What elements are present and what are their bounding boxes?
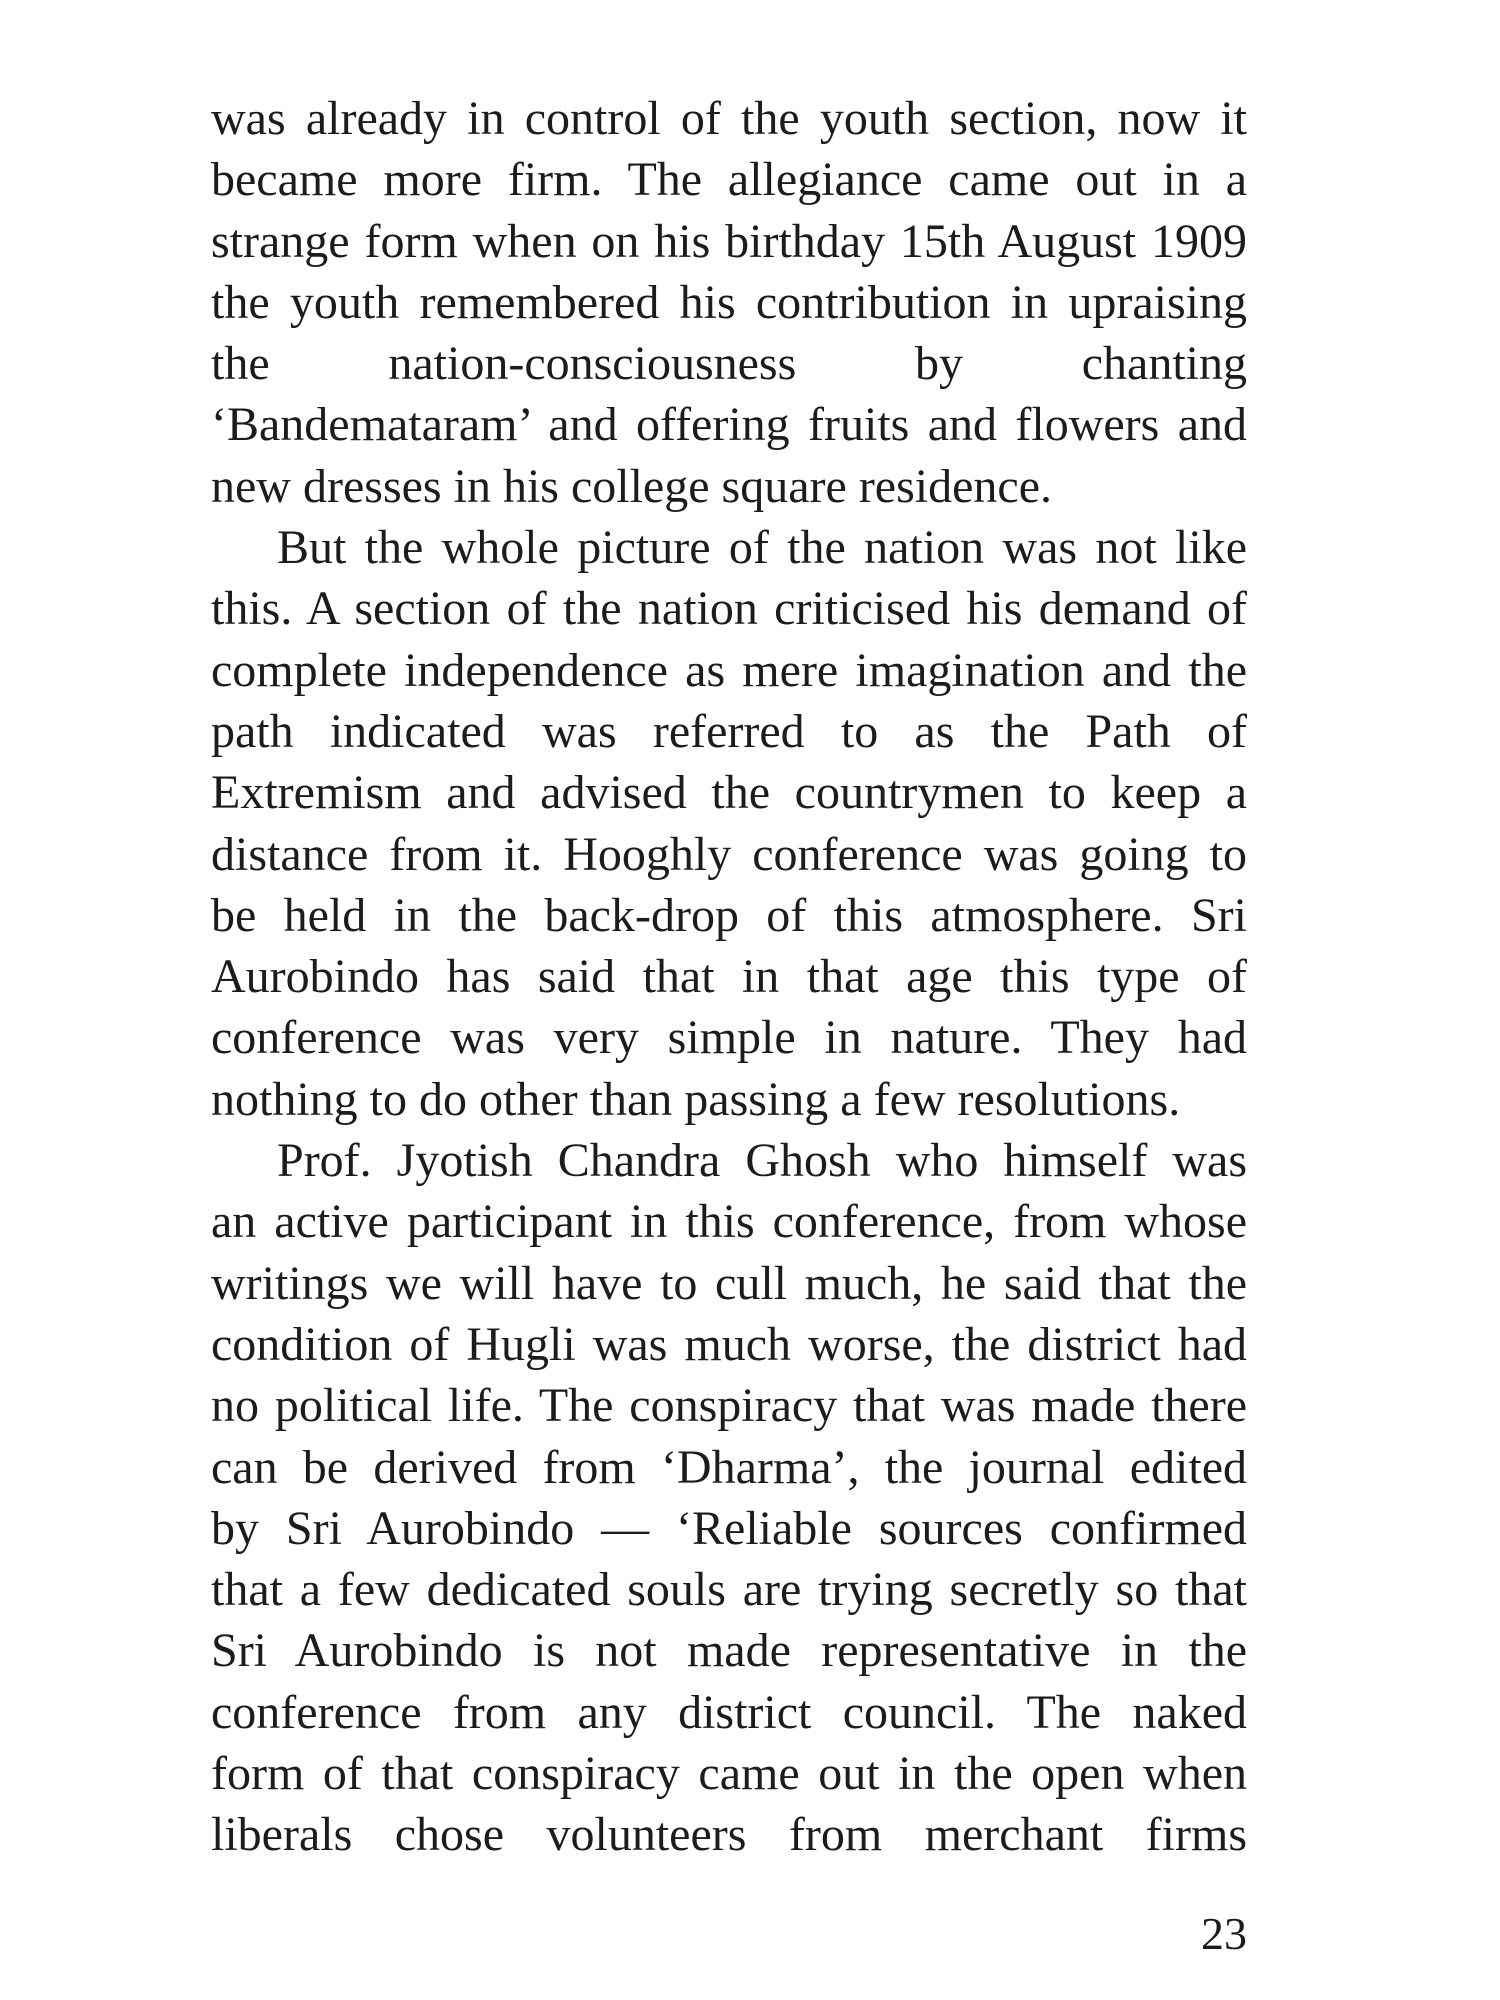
- text-line: form of that conspiracy came out in the open when: [211, 1747, 1247, 1801]
- text-line: But the whole picture of the nation was not like: [277, 521, 1247, 575]
- paragraph-3: [211, 1130, 1247, 1866]
- text-line: path indicated was referred to as the Path of: [211, 704, 1247, 758]
- text-line: new dresses in his college square residence.: [211, 459, 1053, 513]
- text-line: conference from any district council. The naked: [211, 1685, 1247, 1739]
- paragraph-1: [211, 88, 1247, 517]
- text-line: by Sri Aurobindo — ‘Reliable sources confirmed: [211, 1501, 1247, 1555]
- text-line: distance from it. Hooghly conference was going to: [211, 827, 1247, 881]
- text-line: strange form when on his birthday 15th August 1909: [211, 214, 1247, 268]
- text-line: complete independence as mere imagination and the: [211, 643, 1247, 697]
- text-line: no political life. The conspiracy that was made there: [211, 1379, 1247, 1433]
- page-body: [211, 88, 1247, 1866]
- text-line: an active participant in this conference, from whose: [211, 1195, 1247, 1249]
- text-line: liberals chose volunteers from merchant firms: [211, 1808, 1247, 1862]
- page-number: 23: [1201, 1908, 1247, 1959]
- text-line: this. A section of the nation criticised his demand of: [211, 582, 1247, 636]
- text-line: writings we will have to cull much, he said that the: [211, 1256, 1247, 1310]
- text-line: was already in control of the youth section, now it: [211, 92, 1247, 145]
- paragraph-2: [211, 517, 1247, 1130]
- text-line: Aurobindo has said that in that age this type of: [211, 950, 1247, 1004]
- text-line: became more firm. The allegiance came out in a: [211, 153, 1247, 207]
- text-line: the nation-consciousness by chanting: [211, 337, 1247, 391]
- text-line: be held in the back-drop of this atmosphere. Sri: [211, 888, 1247, 942]
- text-line: Prof. Jyotish Chandra Ghosh who himself was: [277, 1134, 1247, 1188]
- text-line: conference was very simple in nature. They had: [211, 1011, 1247, 1065]
- text-line: Extremism and advised the countrymen to keep a: [211, 766, 1247, 820]
- text-line: condition of Hugli was much worse, the district had: [211, 1317, 1247, 1371]
- text-line: that a few dedicated souls are trying secretly so that: [211, 1563, 1247, 1617]
- text-line: can be derived from ‘Dharma’, the journal edited: [211, 1440, 1247, 1494]
- text-line: the youth remembered his contribution in upraising: [211, 275, 1247, 329]
- text-line: nothing to do other than passing a few resolutions.: [211, 1072, 1181, 1126]
- text-line: ‘Bandemataram’ and offering fruits and flowers and: [211, 398, 1247, 452]
- text-line: Sri Aurobindo is not made representative in the: [211, 1624, 1247, 1678]
